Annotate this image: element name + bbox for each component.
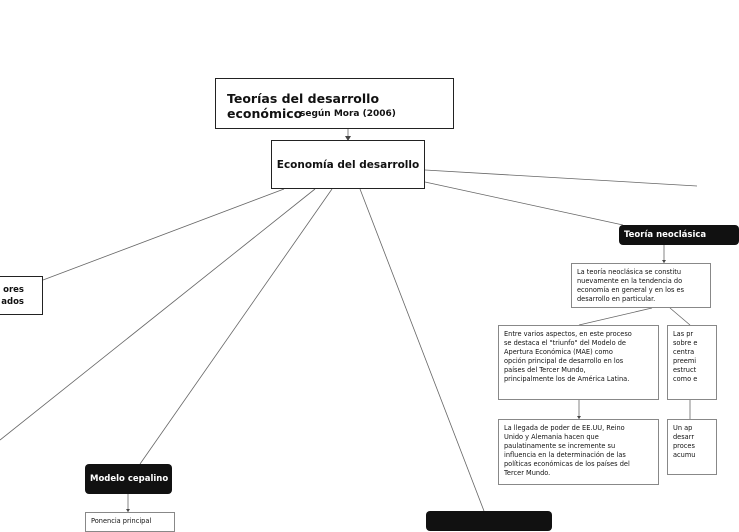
topic-modelo-cepalino[interactable]: [85, 464, 172, 494]
central-topic[interactable]: [271, 140, 425, 189]
root-topic[interactable]: [215, 78, 454, 129]
link-central-cepalino: [140, 189, 332, 464]
estructural-note[interactable]: Las pr sobre e centra preemi estruct como e: [667, 325, 717, 400]
link-desc-triunfo: [579, 308, 652, 325]
link-central-offscreen-right: [425, 170, 697, 186]
partial-topic-left[interactable]: [0, 276, 43, 315]
link-central-neoclasica: [425, 182, 623, 225]
root-subtitle: según Mora (2006): [300, 109, 396, 119]
link-central-bottom: [360, 189, 484, 511]
modelo-cepalino-label: Modelo cepalino: [90, 474, 169, 484]
topic-teoria-neoclasica[interactable]: [619, 225, 739, 245]
aporte-note[interactable]: Un ap desarr proces acumu: [667, 419, 717, 475]
teoria-neoclasica-label: Teoría neoclásica: [624, 230, 707, 240]
topic-bottom-offscreen[interactable]: [426, 511, 552, 531]
link-central-partial: [43, 189, 284, 280]
neoclasica-description[interactable]: La teoría neoclásica se constitu nuevamente en la tendencia do economía en general y en los es desarrollo en particular.: [571, 263, 711, 308]
link-central-offscreen-left: [0, 189, 315, 440]
eeuu-influencia-note[interactable]: La llegada de poder de EE.UU, Reino Unido y Alemania hacen que paulatinamente se incremente su influencia en la determinación de las políticas económicas de los países del Tercer Mundo.: [498, 419, 659, 485]
partial-topic-label: ores ados: [1, 285, 24, 307]
central-label: Economía del desarrollo: [276, 158, 420, 171]
root-title: Teorías del desarrollo económico: [227, 91, 380, 121]
link-desc-estructural: [670, 308, 690, 325]
cepalino-description[interactable]: Ponencia principal: [85, 512, 175, 532]
triunfo-mae-note[interactable]: Entre varios aspectos, en este proceso se destaca el "triunfo" del Modelo de Apertura Económica (MAE) como opción principal de desarrollo en los países del Tercer Mundo, principalmente los de América Latina.: [498, 325, 659, 400]
